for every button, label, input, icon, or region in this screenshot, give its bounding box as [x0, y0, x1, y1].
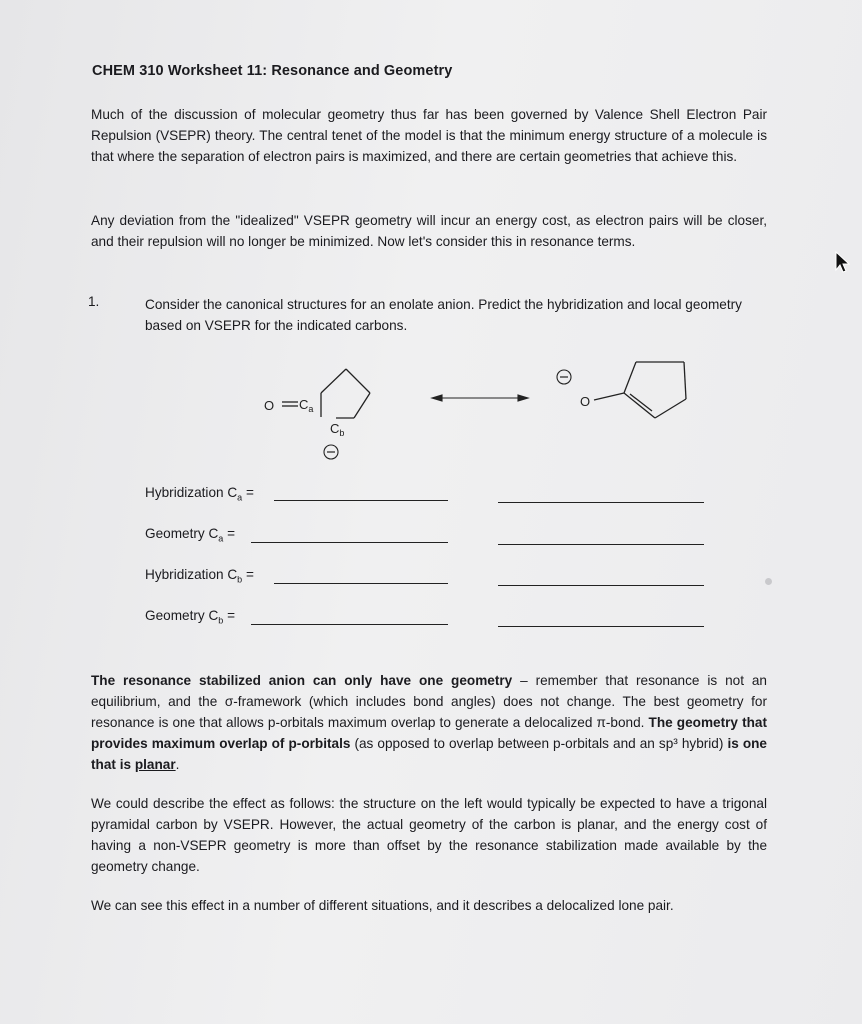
question-text: Consider the canonical structures for an enolate anion. Predict the hybridization and local geometry based on VSEPR for the indicated carbons.: [145, 297, 742, 333]
mouse-pointer-icon: [834, 250, 850, 274]
hybridization-ca-answer-left[interactable]: [274, 500, 448, 501]
left-negative-charge: [324, 445, 338, 459]
resonance-geometry-paragraph: The resonance stabilized anion can only have one geometry – remember that resonance is not an equilibrium, and the σ-framework (which includes bond angles) does not change. The best geometry for resonance is one that allows p-orbitals maximum overlap to generate a delocalized π-bond. The geometry that provides maximum overlap of p-orbitals (as opposed to overlap between p-orbitals and an sp³ hybrid) is one that is planar.: [91, 673, 767, 772]
carbon-a-label: $C_a$: [299, 397, 314, 414]
right-negative-charge: [557, 370, 571, 384]
geometry-cb-label: Geometry $C_b$ =: [145, 608, 236, 626]
geometry-ca-answer-right[interactable]: [498, 544, 704, 545]
effect-description-paragraph: We could describe the effect as follows: the structure on the left would typically be expected to have a trigonal pyramidal carbon by VSEPR. However, the actual geometry of the carbon is planar, and the energy cost of having a non-VSEPR geometry is more than offset by the resonance stabilization made available by the geometry change.: [91, 796, 767, 874]
resonance-arrow: [432, 395, 528, 401]
right-oxygen: O: [580, 394, 591, 409]
page-title: CHEM 310 Worksheet 11: Resonance and Geometry: [92, 63, 453, 79]
closing-paragraph: We can see this effect in a number of different situations, and it describes a delocalized lone pair.: [91, 898, 674, 913]
left-oxygen: O: [264, 398, 275, 413]
right-structure: [594, 362, 686, 418]
geometry-cb-answer-left[interactable]: [251, 624, 448, 625]
hybridization-ca-answer-right[interactable]: [498, 502, 704, 503]
carbon-b-label: $C_b$: [330, 421, 345, 438]
geometry-ca-answer-left[interactable]: [251, 542, 448, 543]
hybridization-cb-answer-right[interactable]: [498, 585, 704, 586]
hybridization-ca-label: Hybridization $C_a$ =: [145, 485, 254, 503]
hybridization-cb-answer-left[interactable]: [274, 583, 448, 584]
hybridization-cb-label: Hybridization $C_b$ =: [145, 567, 254, 585]
left-structure: [282, 369, 370, 418]
geometry-ca-label: Geometry $C_a$ =: [145, 526, 236, 544]
deviation-paragraph: Any deviation from the "idealized" VSEPR geometry will incur an energy cost, as electron pairs will be closer, and their repulsion will no longer be minimized. Now let's consider this in resonance terms.: [91, 213, 767, 249]
smudge-dot: [765, 578, 772, 585]
geometry-cb-answer-right[interactable]: [498, 626, 704, 627]
enolate-resonance-structures: [250, 355, 710, 470]
question-number: 1.: [88, 294, 100, 309]
intro-paragraph: Much of the discussion of molecular geometry thus far has been governed by Valence Shell Electron Pair Repulsion (VSEPR) theory. The central tenet of the model is that the minimum energy structure of a molecule is that where the separation of electron pairs is maximized, and there are certain geometries that achieve this.: [91, 107, 767, 164]
